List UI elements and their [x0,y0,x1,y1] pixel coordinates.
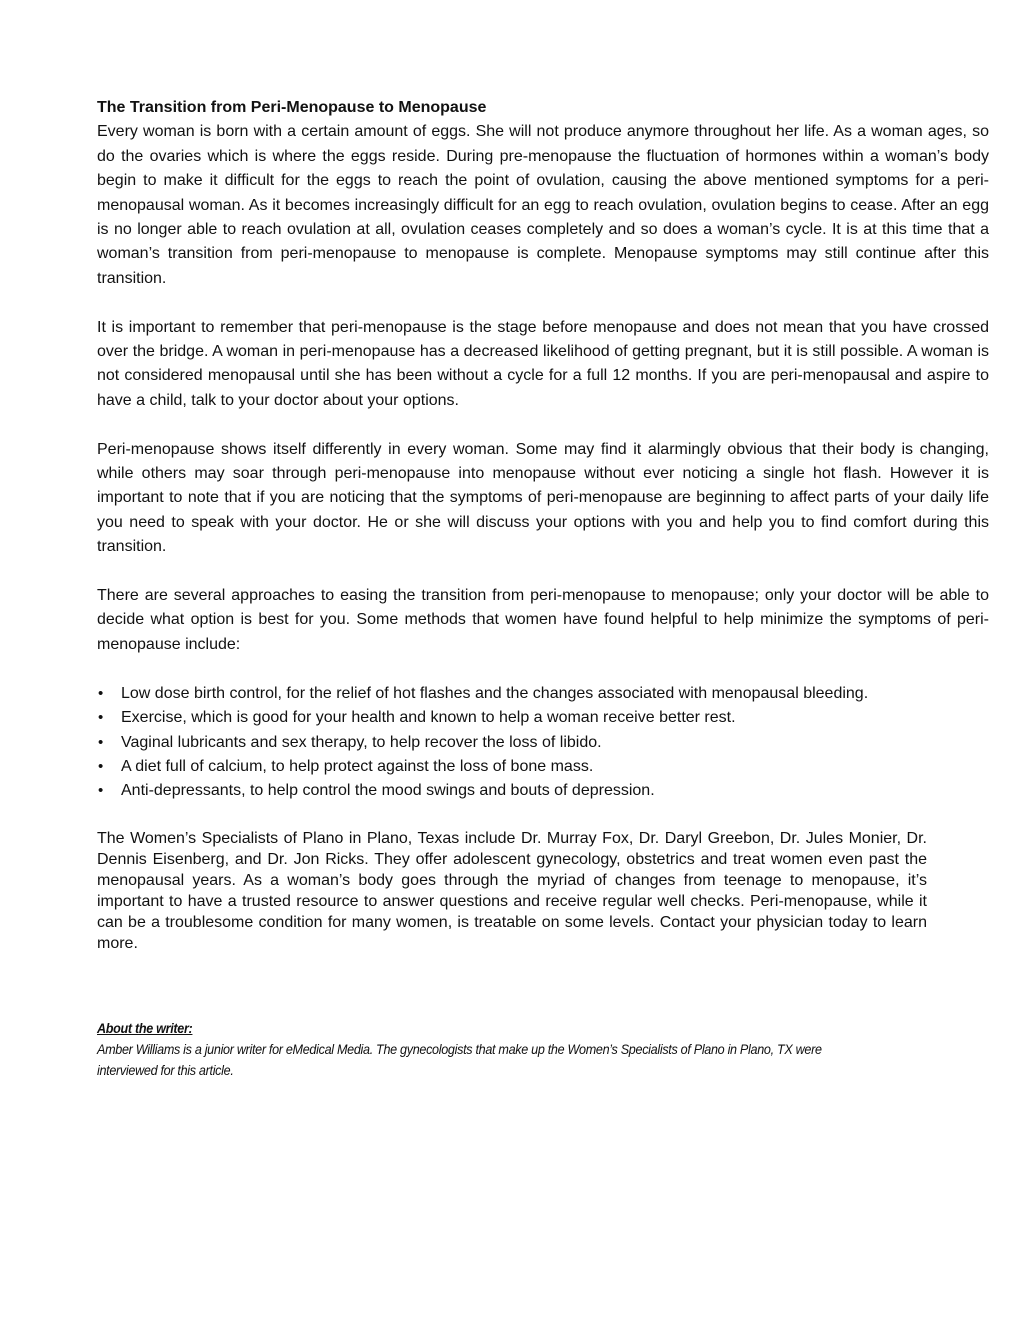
article-body [97,96,989,954]
list-item-text: Exercise, which is good for your health and known to help a woman receive better rest. [121,709,736,727]
list-item [97,682,989,706]
list-item-text: Anti-depressants, to help control the mood swings and bouts of depression. [121,782,655,800]
list-item [97,706,989,730]
bullet-icon: • [98,757,104,775]
paragraph-ovulation: Every woman is born with a certain amount of eggs. She will not produce anymore throughout her life. As a woman ages, so do the ovaries which is where the eggs reside. During pre-menopause the fluctuation of hormones within a woman’s body begin to make it difficult for the eggs to reach the point of ovulation, causing the above mentioned symptoms for a peri-menopausal woman. As it becomes increasingly difficult for an egg to reach ovulation, ovulation begins to cease. After an egg is no longer able to reach ovulation at all, ovulation ceases completely and so does a woman’s cycle. It is at this time that a woman’s transition from peri-menopause to menopause is complete. Menopause symptoms may still continue after this transition. [97,123,989,287]
list-item [97,731,989,755]
paragraph-approaches: There are several approaches to easing the transition from peri-menopause to menopause; only your doctor will be able to decide what option is best for you. Some methods that women have found helpful to help minimize the symptoms of peri-menopause include: [97,587,989,653]
list-item [97,779,989,803]
paragraph-differences: Peri-menopause shows itself differently in every woman. Some may find it alarmingly obvious that their body is changing, while others may soar through peri-menopause into menopause without ever noticing a single hot flash. However it is important to note that if you are noticing that the symptoms of peri-menopause are beginning to affect parts of your daily life you need to speak with your doctor. He or she will discuss your options with you and help you to find comfort during this transition. [97,440,989,556]
bullet-icon: • [98,782,104,800]
bullet-icon: • [98,684,104,702]
list-item-text: Low dose birth control, for the relief of hot flashes and the changes associated with menopausal bleeding. [121,684,869,702]
methods-list [97,682,989,804]
list-item-text: Vaginal lubricants and sex therapy, to help recover the loss of libido. [121,733,602,751]
bullet-icon: • [98,733,104,751]
about-writer [97,1018,844,1081]
bullet-icon: • [98,709,104,727]
paragraph-closing: The Women’s Specialists of Plano in Plano, Texas include Dr. Murray Fox, Dr. Daryl Greebon, Dr. Jules Monier, Dr. Dennis Eisenberg, and Dr. Jon Ricks. They offer adolescent gynecology, obstetrics and treat women even past the menopausal years. As a woman’s body goes through the myriad of changes from teenage to menopause, it’s important to have a trusted resource to answer questions and receive regular well checks. Peri-menopause, while it can be a troublesome condition for many women, is treatable on some levels. Contact your physician today to learn more. [97,829,927,952]
article-title: The Transition from Peri-Menopause to Menopause [97,99,487,116]
paragraph-pregnancy: It is important to remember that peri-menopause is the stage before menopause and does not mean that you have crossed over the bridge. A woman in peri-menopause has a decreased likelihood of getting pregnant, but it is still possible. A woman is not considered menopausal until she has been without a cycle for a full 12 months. If you are peri-menopausal and aspire to have a child, talk to your doctor about your options. [97,318,989,409]
list-item-text: A diet full of calcium, to help protect against the loss of bone mass. [121,757,594,775]
list-item [97,755,989,779]
about-writer-text: Amber Williams is a junior writer for eMedical Media. The gynecologists that make up the Women’s Specialists of Plano in Plano, TX were interviewed for this article. [97,1041,822,1078]
about-writer-label: About the writer: [97,1020,193,1036]
